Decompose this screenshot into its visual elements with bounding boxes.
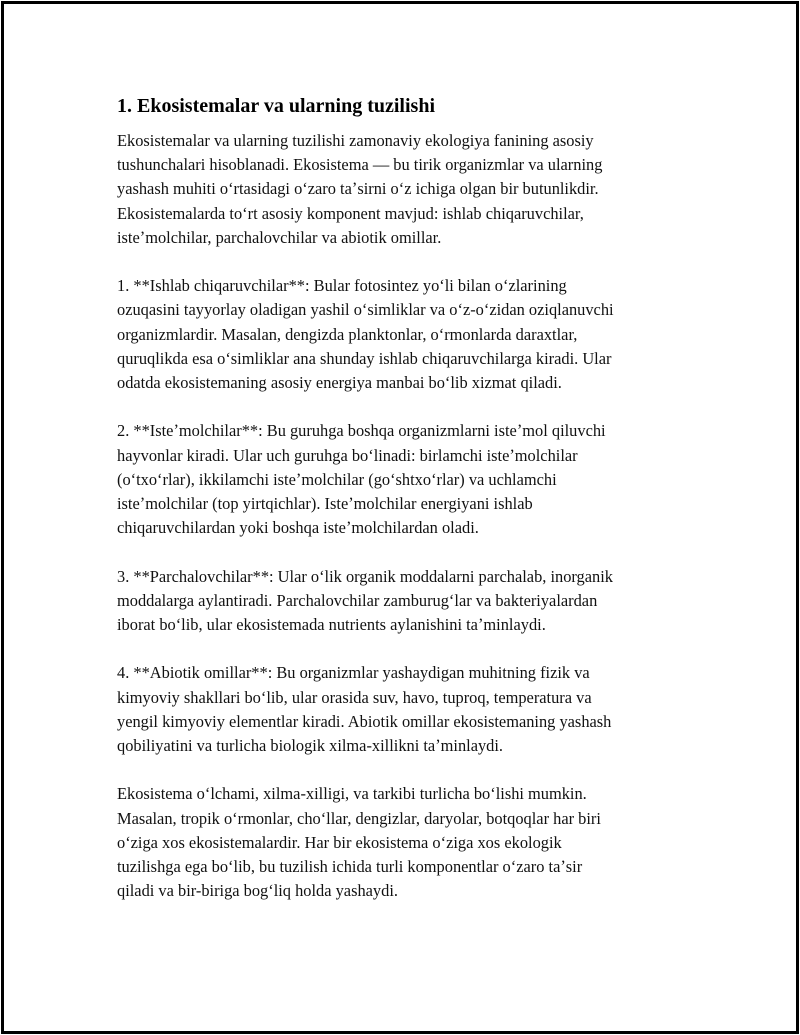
paragraph-decomposers: 3. **Parchalovchilar**: Ular oʻlik organik moddalarni parchalab, inorganik moddalarga aylantiradi. Parchalovchilar zamburugʻlar va bakteriyalardan iborat boʻlib, ular ekosistemada nutrients aylanishini taʼminlaydi. xyxy=(117,566,613,635)
document-title: 1. Ekosistemalar va ularning tuzilishi xyxy=(117,95,436,117)
paragraph-conclusion: Ekosistema oʻlchami, xilma-xilligi, va tarkibi turlicha boʻlishi mumkin. Masalan, tropik oʻrmonlar, choʻllar, dengizlar, daryolar, botqoqlar har biri oʻziga xos ekosistemalardir. Har bir ekosistema oʻziga xos ekologik tuzilishga ega boʻlib, bu tuzilish ichida turli komponentlar oʻzaro taʼsir qiladi va bir-biriga bogʻliq holda yashaydi. xyxy=(117,784,601,901)
paragraph-abiotic-factors: 4. **Abiotik omillar**: Bu organizmlar yashaydigan muhitning fizik va kimyoviy shakllari boʻlib, ular orasida suv, havo, tuproq, temperatura va yengil kimyoviy elementlar kiradi. Abiotik omillar ekosistemaning yashash qobiliyatini va turlicha biologik xilma-xillikni taʼminlaydi. xyxy=(117,663,612,756)
paragraph-intro: Ekosistemalar va ularning tuzilishi zamonaviy ekologiya fanining asosiy tushunchalari hisoblanadi. Ekosistema — bu tirik organizmlar va ularning yashash muhiti oʻrtasidagi oʻzaro taʼsirni oʻz ichiga olgan bir butunlikdir. Ekosistemalarda toʻrt asosiy komponent mavjud: ishlab chiqaruvchilar, isteʼmolchilar, parchalovchilar va abiotik omillar. xyxy=(117,131,603,247)
document-body xyxy=(117,94,687,928)
paragraph-producers: 1. **Ishlab chiqaruvchilar**: Bular fotosintez yoʻli bilan oʻzlarining ozuqasini tayyorlay oladigan yashil oʻsimliklar va oʻz-oʻzidan oziqlanuvchi organizmlardir. Masalan, dengizda planktonlar, oʻrmonlarda daraxtlar, quruqlikda esa oʻsimliklar ana shunday ishlab chiqaruvchilarga kiradi. Ular odatda ekosistemaning asosiy energiya manbai boʻlib xizmat qiladi. xyxy=(117,276,614,393)
paragraph-consumers: 2. **Isteʼmolchilar**: Bu guruhga boshqa organizmlarni isteʼmol qiluvchi hayvonlar kiradi. Ular uch guruhga boʻlinadi: birlamchi isteʼmolchilar (oʻtxoʻrlar), ikkilamchi isteʼmolchilar (goʻshtxoʻrlar) va uchlamchi isteʼmolchilar (top yirtqichlar). Isteʼmolchilar energiyani ishlab chiqaruvchilardan yoki boshqa isteʼmolchilardan oladi. xyxy=(117,421,606,538)
